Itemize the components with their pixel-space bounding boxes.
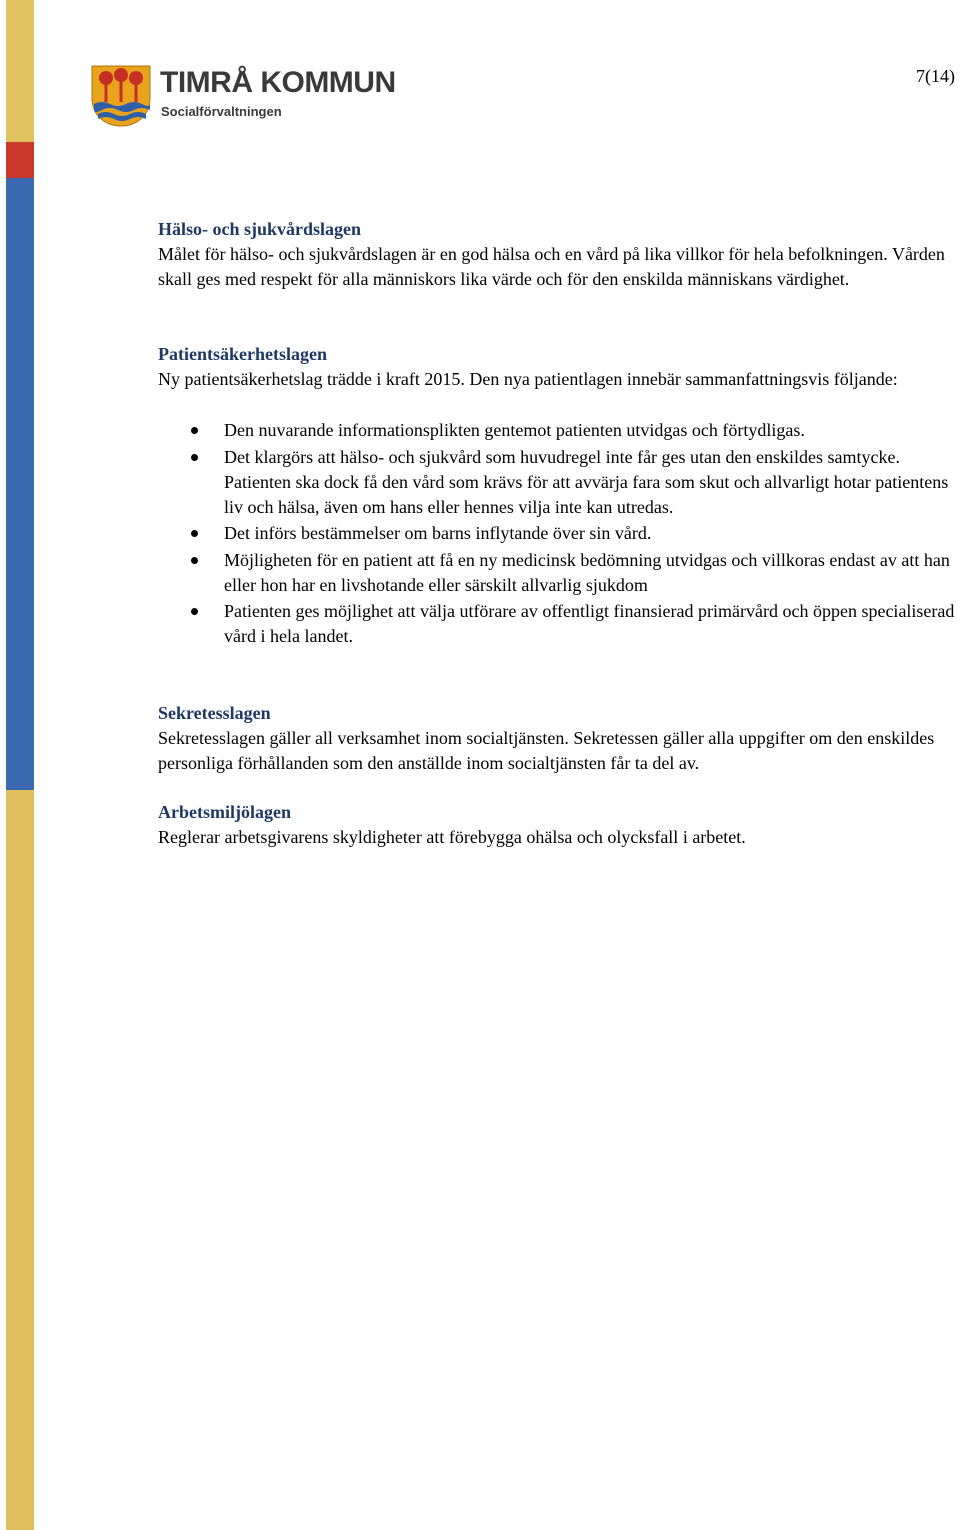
- side-stripe-red: [6, 142, 34, 178]
- paragraph-sekretess: Sekretesslagen gäller all verksamhet inom socialtjänsten. Sekretessen gäller alla uppgifter om den enskildes personliga förhållanden som den anställde inom socialtjänsten får ta del av.: [158, 727, 935, 773]
- logo-name: TIMRÅ KOMMUN: [160, 66, 396, 99]
- list-item: Det klargörs att hälso- och sjukvård som huvudregel inte får ges utan den enskildes samtycke. Patienten ska dock få den vård som krävs för att avvärja fara som skut och allvarligt hotar patientens liv och hälsa, även om hans eller hennes vilja inte kan utredas.: [158, 445, 958, 520]
- bullet-icon: [191, 557, 198, 564]
- patient-law-list: [158, 418, 958, 649]
- heading-sekretess: Sekretesslagen: [158, 702, 271, 723]
- list-item: Det införs bestämmelser om barns inflytande över sin vård.: [158, 521, 958, 546]
- heading-halso: Hälso- och sjukvårdslagen: [158, 219, 362, 239]
- list-item: Den nuvarande informationsplikten gentemot patienten utvidgas och förtydligas.: [158, 418, 958, 443]
- page-number: 7(14): [916, 66, 955, 86]
- municipality-logo: [90, 64, 396, 130]
- bullet-icon: [191, 608, 198, 615]
- paragraph-arbetsmiljo: Reglerar arbetsgivarens skyldigheter att förebygga ohälsa och olycksfall i arbetet.: [158, 826, 746, 847]
- bullet-icon: [191, 454, 198, 461]
- logo-subtitle: Socialförvaltningen: [161, 104, 282, 119]
- heading-patientsakerhet: Patientsäkerhetslagen: [158, 344, 327, 364]
- heading-arbetsmiljo: Arbetsmiljölagen: [158, 801, 291, 822]
- document-body: [158, 217, 958, 850]
- paragraph-patientsakerhet: Ny patientsäkerhetslag trädde i kraft 2015. Den nya patientlagen innebär sammanfattningsvis följande:: [158, 369, 898, 389]
- paragraph-halso: Målet för hälso- och sjukvårdslagen är en god hälsa och en vård på lika villkor för hela befolkningen. Vården skall ges med respekt för alla människors lika värde och för den enskilda människans värdighet.: [158, 244, 945, 289]
- bullet-icon: [191, 530, 198, 537]
- side-stripe-gold-bottom: [6, 790, 34, 1530]
- coat-of-arms-icon: [90, 64, 152, 128]
- side-stripe-blue: [6, 178, 34, 790]
- side-stripe-gold-top: [6, 0, 34, 142]
- bullet-icon: [191, 427, 198, 434]
- list-item: Patienten ges möjlighet att välja utförare av offentligt finansierad primärvård och öppen specialiserad vård i hela landet.: [158, 599, 958, 649]
- list-item: Möjligheten för en patient att få en ny medicinsk bedömning utvidgas och villkoras endast av att han eller hon har en livshotande eller särskilt allvarlig sjukdom: [158, 548, 958, 598]
